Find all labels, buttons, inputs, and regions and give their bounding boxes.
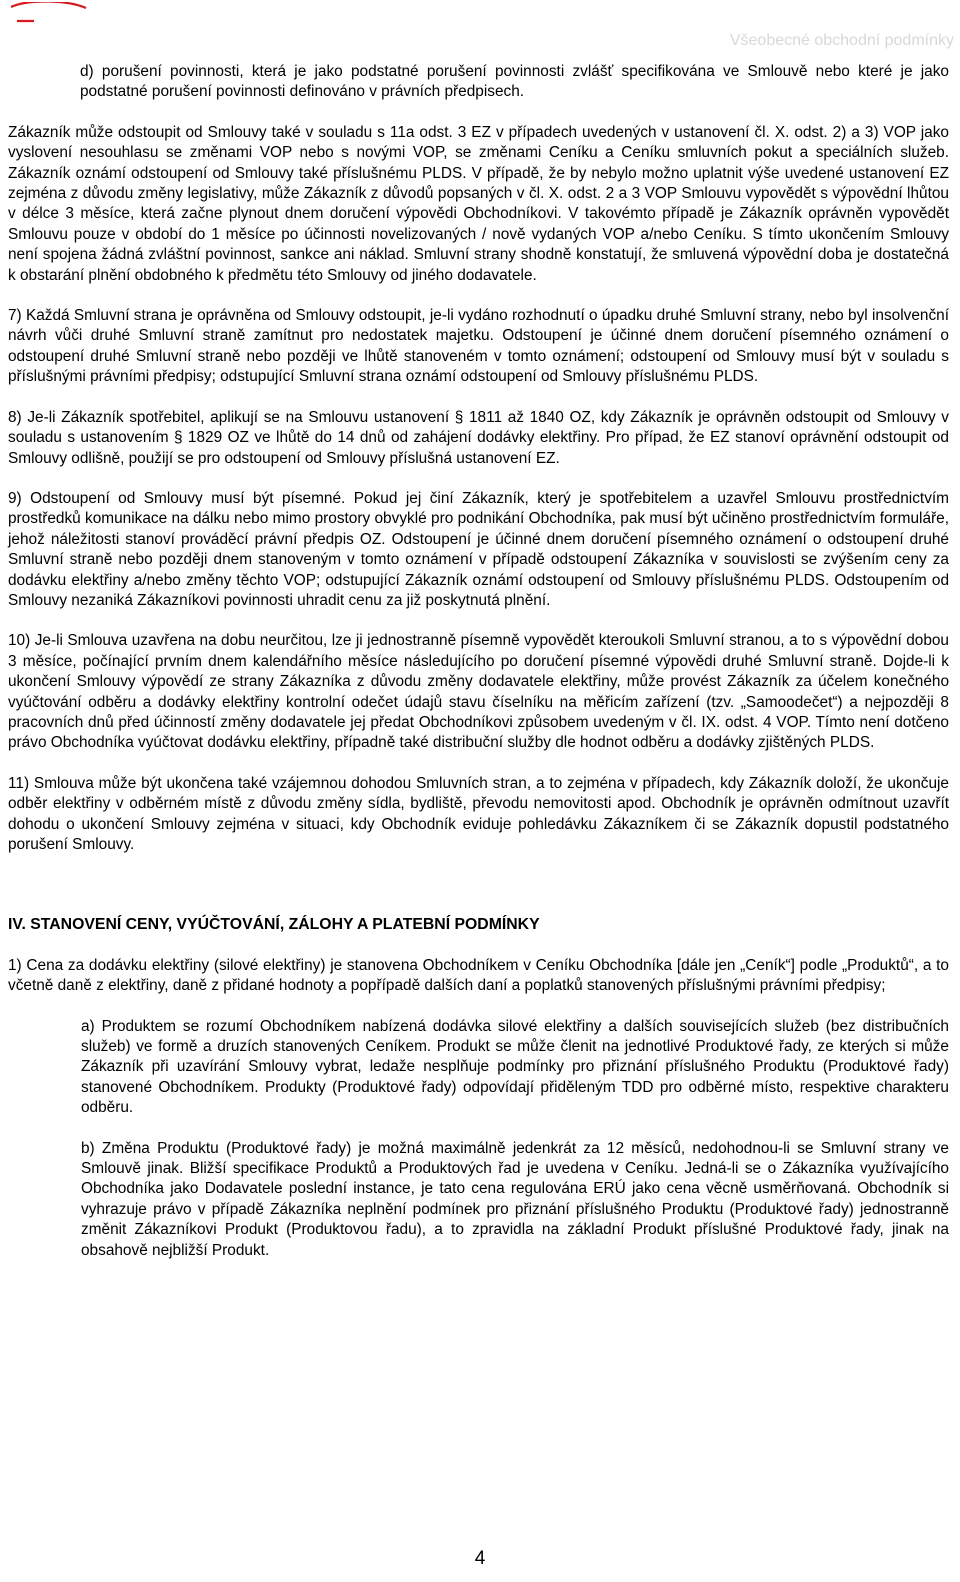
paragraph-iv-1: 1) Cena za dodávku elektřiny (silové elektřiny) je stanovena Obchodníkem v Ceníku Obchodníka [dále jen „Ceník“] podle „Produktů“, a to včetně daně z elektřiny, daně z přidané hodnoty a popřípadě dalších daní a poplatků stanovených příslušnými právními předpisy; [8,956,949,995]
document-body [8,62,949,1261]
paragraph-8: 8) Je-li Zákazník spotřebitel, aplikují se na Smlouvu ustanovení § 1811 až 1840 OZ, kdy Zákazník je oprávněn odstoupit od Smlouvy v souladu s ustanovením § 1829 OZ ve lhůtě do 14 dnů od zahájení dodávky elektřiny. Pro případ, že EZ stanoví oprávnění odstoupit od Smlouvy odlišně, použijí se pro odstoupení od Smlouvy příslušná ustanovení EZ. [8,408,949,467]
logo-mark-icon [8,2,108,40]
clause-iv-1b: b) Změna Produktu (Produktové řady) je možná maximálně jedenkrát za 12 měsíců, nedohodnou-li se Smluvní strany ve Smlouvě jinak. Bližší specifikace Produktů a Produktových řad je uvedena v Ceníku. Jedná-li se o Zákazníka využívajícího Obchodníka jako Dodavatele poslední instance, je tato cena regulována ERÚ jako cena věcně usměrňovaná. Obchodník si vyhrazuje právo v případě Zákazníka neplnění podmínek pro přiznání příslušného Produktu (Produktové řady) jednostranně změnit Zákazníkovi Produkt (Produktovou řadu), a to zpravidla na základní Produkt příslušné Produktové řady, jinak na obsahově nejbližší Produkt. [81,1139,949,1259]
paragraph-11: 11) Smlouva může být ukončena také vzájemnou dohodou Smluvních stran, a to zejména v případech, kdy Zákazník doloží, že ukončuje odběr elektřiny v odběrném místě z důvodu změny sídla, bydliště, převodu nemovitosti apod. Obchodník je oprávněn odmítnout uzavřít dohodu o ukončení Smlouvy zejména v situaci, kdy Obchodník eviduje pohledávku Zákazníkem či se Zákazník dopustil podstatného porušení Smlouvy. [8,774,949,853]
paragraph-withdrawal: Zákazník může odstoupit od Smlouvy také v souladu s 11a odst. 3 EZ v případech uvedených v ustanovení čl. X. odst. 2) a 3) VOP jako vyslovení nesouhlasu se změnami VOP nebo s novými VOP, se změnami Ceníku a Ceníku smluvních pokut a speciálních služeb. Zákazník oznámí odstoupení od Smlouvy také příslušnému PLDS. V případě, že by nebylo možno uplatnit výše uvedené ustanovení EZ zejména z důvodu změny legislativy, může Zákazník z důvodů popsaných v čl. X. odst. 2 a 3 VOP Smlouvu vypovědět s výpovědní lhůtou v délce 3 měsíce, která začne plynout dnem doručení výpovědi Obchodníkovi. V takovémto případě je Zákazník oprávněn vypovědět Smlouvu pouze v období do 1 měsíce po účinnosti novelizovaných / nově vydaných VOP a/nebo Ceníku. S tímto ukončením Smlouvy není spojena žádná zvláštní povinnost, sankce ani náklad. Smluvní strany shodně konstatují, že smluvená výpovědní doba je dostatečná k obstarání plnění obdobného k předmětu této Smlouvy od jiného dodavatele. [8,123,949,284]
document-title: Všeobecné obchodní podmínky [729,32,954,49]
clause-iv-1a: a) Produktem se rozumí Obchodníkem nabízená dodávka silové elektřiny a dalších souvisejících služeb (bez distribučních služeb) ve formě a druzích stanovených Ceníkem. Produkt se může členit na jednotlivé Produktové řady, ze kterých si může Zákazník při uzavírání Smlouvy vybrat, ledaže nesplňuje podmínky pro přiznání příslušného Produktu (Produktové řady) stanovené Obchodníkem. Produkty (Produktové řady) odpovídají přiděleným TDD pro odběrné místo, respektive charakteru odběru. [81,1017,949,1117]
page-number: 4 [474,1548,486,1569]
paragraph-10: 10) Je-li Smlouva uzavřena na dobu neurčitou, lze ji jednostranně písemně vypovědět kteroukoli Smluvní stranou, a to s výpovědní dobou 3 měsíce, počínající prvním dnem kalendářního měsíce následujícího po doručení písemné výpovědi druhé Smluvní straně. Dojde-li k ukončení Smlouvy výpovědí ze strany Zákazníka z důvodu změny dodavatele elektřiny, může provést Zákazník za účelem konečného vyúčtování odběru a dodávky elektřiny kontrolní odečet údajů stavu číselníku na měřicím zařízení (tzv. „Samoodečet“) a nejpozději 8 pracovních dnů před účinností změny dodavatele jej předat Obchodníkovi způsobem uvedeným v čl. IX. odst. 4 VOP. Tímto není dotčeno právo Obchodníka vyúčtovat dodávku elektřiny, případně také distribuční služby dle hodnot odběru a dodávky zjištěných PLDS. [8,632,949,752]
paragraph-7: 7) Každá Smluvní strana je oprávněna od Smlouvy odstoupit, je-li vydáno rozhodnutí o úpadku druhé Smluvní strany, nebo byl insolvenční návrh vůči druhé Smluvní straně zamítnut pro nedostatek majetku. Odstoupení je účinné dnem doručení písemného oznámení o odstoupení druhé Smluvní straně nebo později ve lhůtě stanoveném v tomto oznámení; odstoupení od Smlouvy musí být v souladu s příslušnými právními předpisy; odstupující Smluvní strana oznámí odstoupení od Smlouvy příslušnému PLDS. [8,307,949,386]
clause-d: d) porušení povinnosti, která je jako podstatné porušení povinnosti zvlášť specifikována ve Smlouvě nebo které je jako podstatné porušení povinnosti definováno v právních předpisech. [80,63,949,101]
level-energy-logo [8,2,108,40]
section-heading: IV. STANOVENÍ CENY, VYÚČTOVÁNÍ, ZÁLOHY A PLATEBNÍ PODMÍNKY [8,916,540,934]
paragraph-9: 9) Odstoupení od Smlouvy musí být písemné. Pokud jej činí Zákazník, který je spotřebitelem a uzavřel Smlouvu prostřednictvím prostředků komunikace na dálku nebo mimo prostory obvyklé pro podnikání Obchodníka, pak musí být učiněno prostřednictvím formuláře, jehož náležitosti stanoví prováděcí právní předpis OZ. Odstoupení je účinné dnem doručení písemného oznámení o odstoupení druhé Smluvní straně nebo později dnem stanoveným v tomto oznámení v případě odstoupení Zákazníka v souvislosti se zvýšením ceny za dodávku elektřiny a/nebo změny těchto VOP; odstupující Zákazník oznámí odstoupení od Smlouvy příslušnému PLDS. Odstoupením od Smlouvy nezaniká Zákazníkovi povinnosti uhradit cenu za již poskytnutá plnění. [8,489,949,609]
